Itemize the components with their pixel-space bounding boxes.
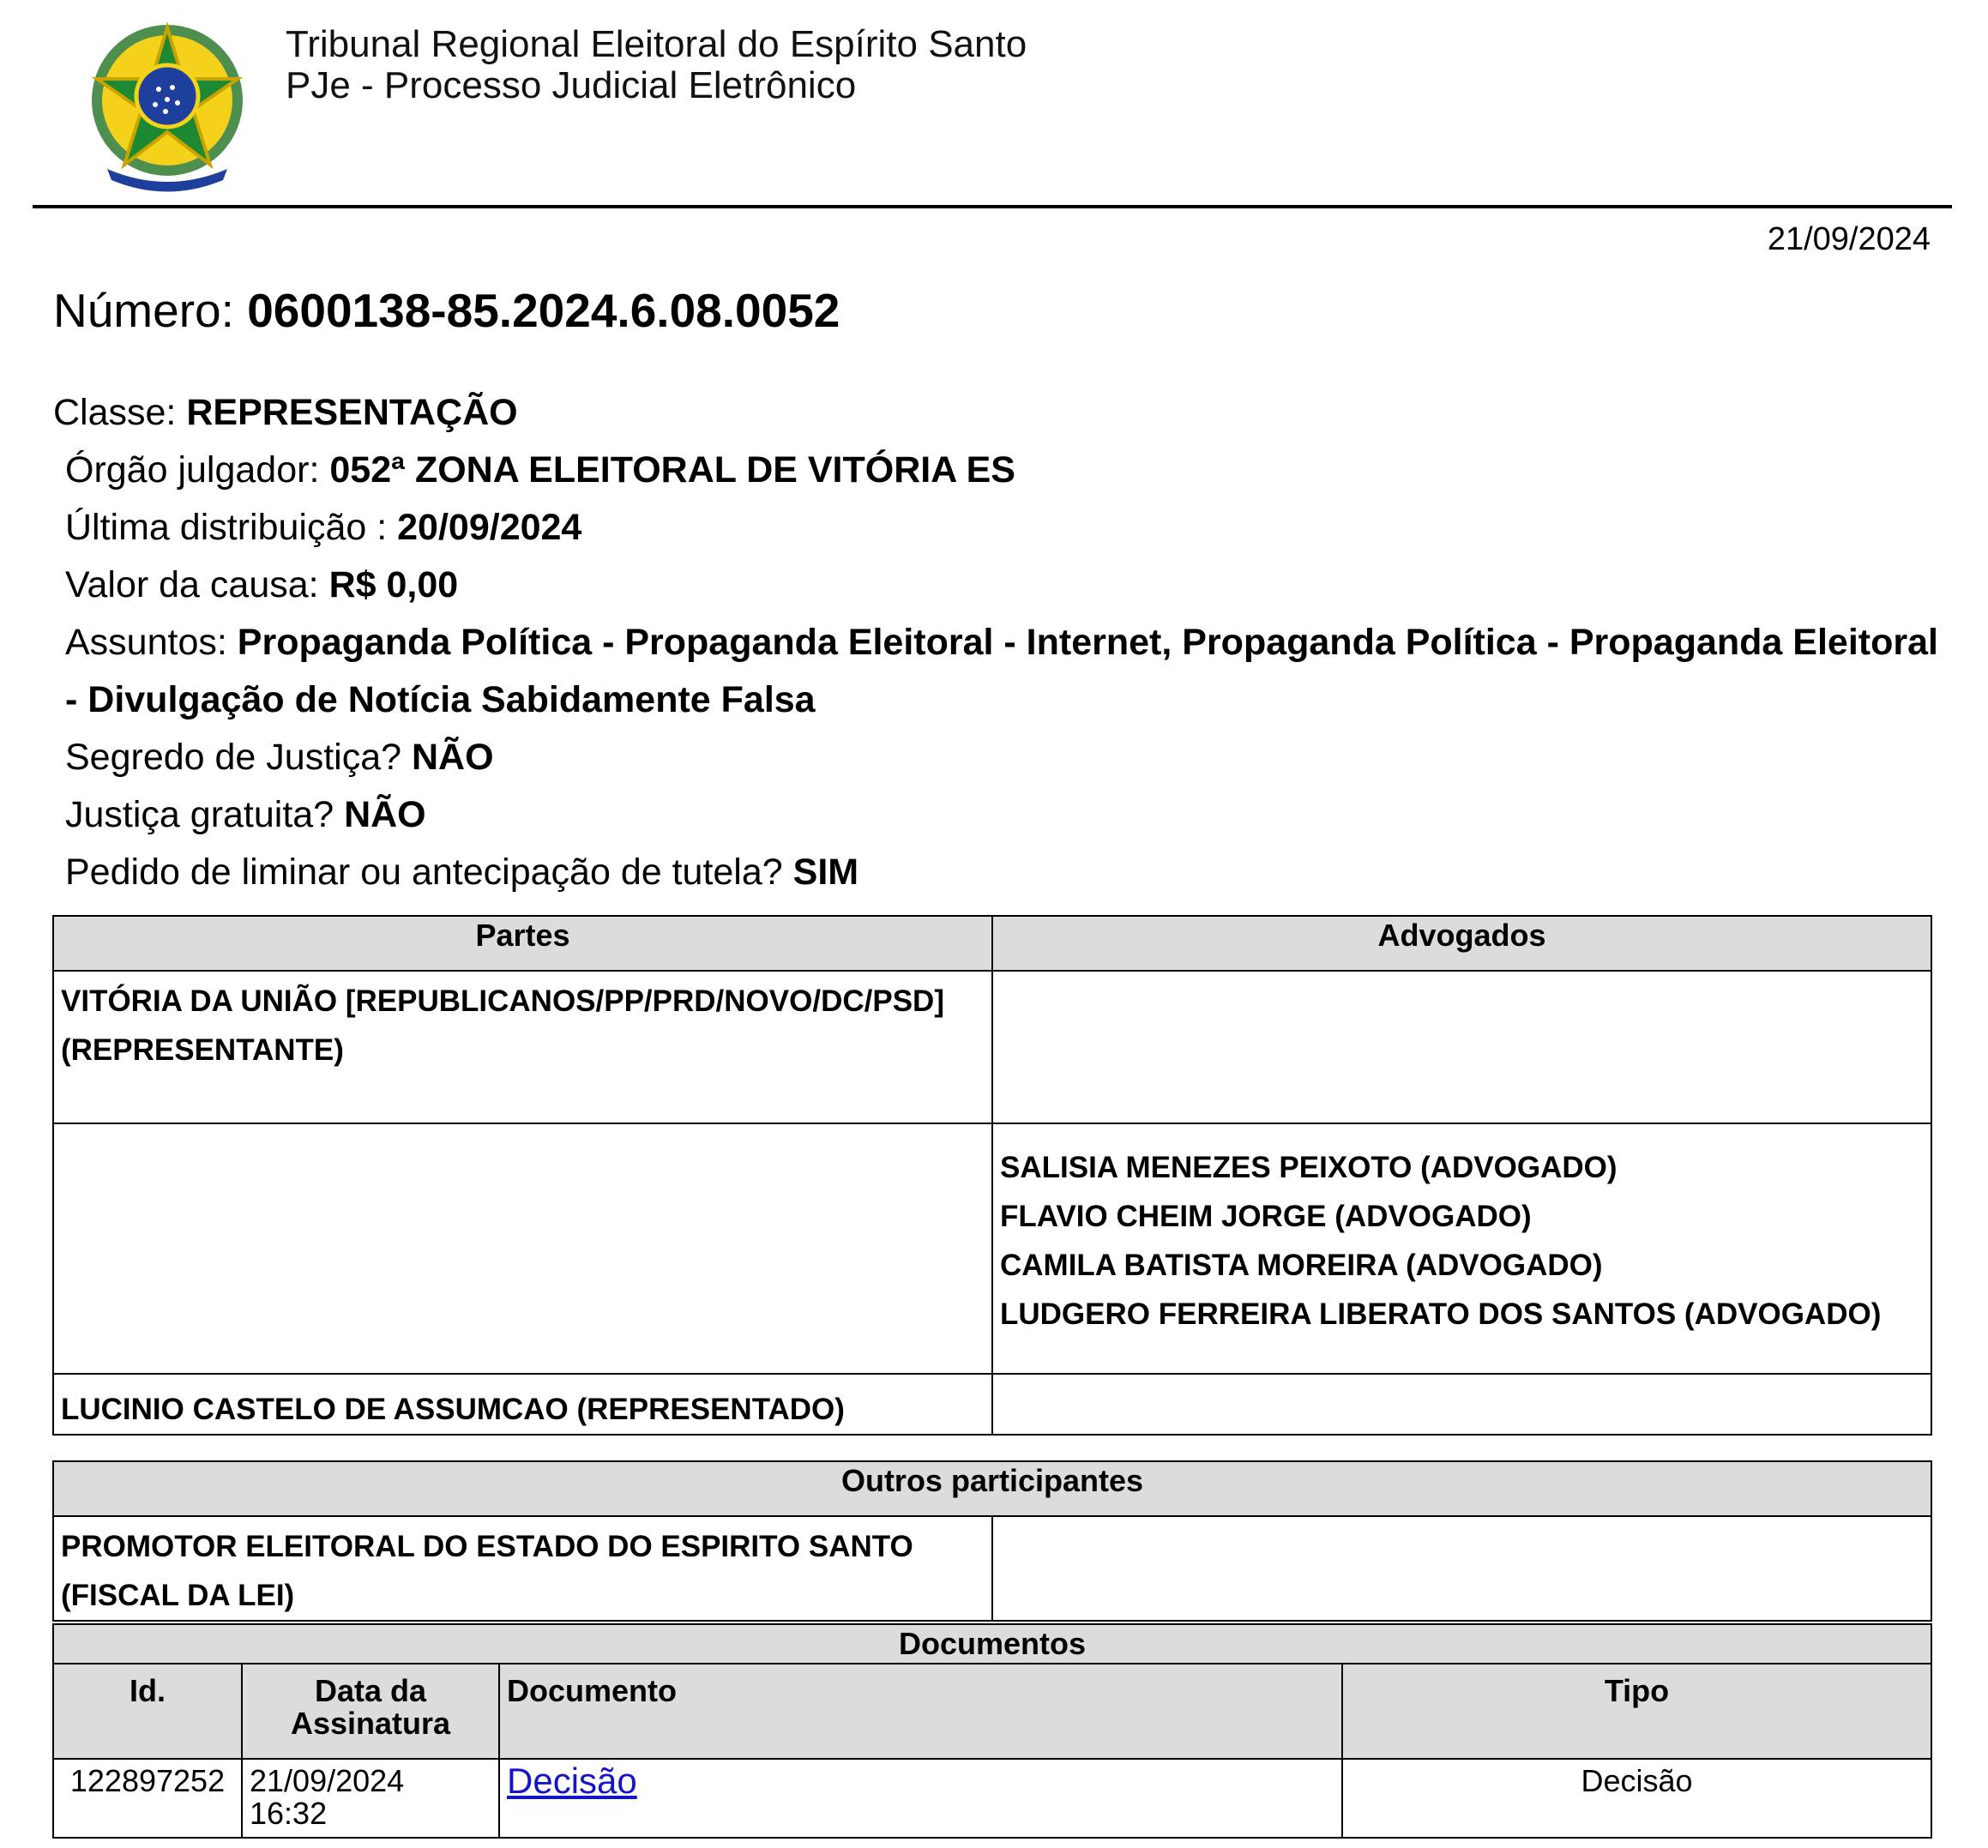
field-liminar — [53, 844, 1940, 901]
document-link[interactable]: Decisão — [507, 1761, 637, 1801]
field-value: 052ª ZONA ELEITORAL DE VITÓRIA ES — [329, 449, 1015, 491]
field-label: Assuntos: — [65, 622, 227, 663]
doc-date-cell — [242, 1759, 499, 1838]
table-columns-row — [53, 1664, 1931, 1759]
field-valor — [53, 557, 1940, 614]
advogados-cell — [992, 971, 1931, 1123]
doc-name-cell — [499, 1759, 1342, 1838]
field-label: Classe: — [53, 392, 177, 433]
table-header-row — [53, 1624, 1931, 1664]
document-date: 21/09/2024 — [1767, 221, 1931, 257]
column-header-tipo: Tipo — [1342, 1664, 1931, 1759]
parte-cell: VITÓRIA DA UNIÃO [REPUBLICANOS/PP/PRD/NOVO/DC/PSD] (REPRESENTANTE) — [53, 971, 992, 1123]
column-header-data: Data da Assinatura — [242, 1664, 499, 1759]
doc-time: 16:32 — [250, 1796, 328, 1831]
page-header — [0, 0, 1988, 206]
field-value: 20/09/2024 — [397, 507, 582, 548]
table-row — [53, 1374, 1931, 1435]
column-header-id: Id. — [53, 1664, 242, 1759]
field-classe — [53, 384, 1940, 442]
column-header-advogados: Advogados — [992, 916, 1931, 971]
table-row — [53, 971, 1931, 1123]
advogados-cell — [992, 1374, 1931, 1435]
outros-header: Outros participantes — [53, 1461, 1931, 1516]
partes-table — [52, 915, 1932, 1436]
field-assuntos — [53, 614, 1940, 729]
doc-type-cell: Decisão — [1342, 1759, 1931, 1838]
parte-cell: LUCINIO CASTELO DE ASSUMCAO (REPRESENTADO) — [53, 1374, 992, 1435]
table-row — [53, 1516, 1931, 1621]
field-gratuita — [53, 786, 1940, 844]
outros-participantes-table — [52, 1460, 1932, 1622]
field-value: NÃO — [344, 794, 426, 835]
documentos-table — [52, 1623, 1932, 1839]
doc-date: 21/09/2024 — [250, 1763, 405, 1798]
column-header-documento: Documento — [499, 1664, 1342, 1759]
field-value: REPRESENTAÇÃO — [186, 392, 518, 433]
field-value: NÃO — [412, 737, 494, 778]
field-label: Justiça gratuita? — [65, 794, 334, 835]
process-number-value: 0600138-85.2024.6.08.0052 — [247, 284, 840, 337]
advogado-name: FLAVIO CHEIM JORGE (ADVOGADO) — [1000, 1200, 1532, 1233]
brazil-coat-of-arms-icon — [73, 10, 262, 199]
parte-cell — [53, 1123, 992, 1374]
participante-extra-cell — [992, 1516, 1931, 1621]
table-row — [53, 1759, 1931, 1838]
system-name: PJe - Processo Judicial Eletrônico — [286, 64, 857, 106]
doc-id-cell: 122897252 — [53, 1759, 242, 1838]
field-label: Última distribuição : — [65, 507, 388, 548]
table-row — [53, 1123, 1931, 1374]
advogado-name: SALISIA MENEZES PEIXOTO (ADVOGADO) — [1000, 1151, 1618, 1184]
table-header-row — [53, 916, 1931, 971]
field-label: Segredo de Justiça? — [65, 737, 402, 778]
field-value: Propaganda Política - Propaganda Eleitoral - Internet, Propaganda Política - Propaganda Eleitoral - Divulgação de Notícia Sabidamente Falsa — [65, 622, 1938, 720]
header-divider — [33, 205, 1952, 208]
field-value: SIM — [792, 852, 859, 893]
documentos-header: Documentos — [53, 1624, 1931, 1664]
field-distribuicao — [53, 499, 1940, 557]
field-label: Pedido de liminar ou antecipação de tutela? — [65, 852, 783, 893]
field-orgao — [53, 442, 1940, 499]
field-segredo — [53, 729, 1940, 786]
court-name: Tribunal Regional Eleitoral do Espírito Santo — [286, 23, 1027, 65]
advogado-name: CAMILA BATISTA MOREIRA (ADVOGADO) — [1000, 1249, 1603, 1282]
field-label: Órgão julgador: — [65, 449, 320, 491]
process-details — [53, 384, 1940, 901]
participante-cell: PROMOTOR ELEITORAL DO ESTADO DO ESPIRITO SANTO (FISCAL DA LEI) — [53, 1516, 992, 1621]
advogados-cell — [992, 1123, 1931, 1374]
field-value: R$ 0,00 — [328, 564, 459, 605]
process-number-label: Número: — [53, 284, 234, 337]
table-header-row — [53, 1461, 1931, 1516]
column-header-partes: Partes — [53, 916, 992, 971]
advogado-name: LUDGERO FERREIRA LIBERATO DOS SANTOS (ADVOGADO) — [1000, 1297, 1882, 1331]
process-number — [53, 283, 840, 338]
field-label: Valor da causa: — [65, 564, 319, 605]
